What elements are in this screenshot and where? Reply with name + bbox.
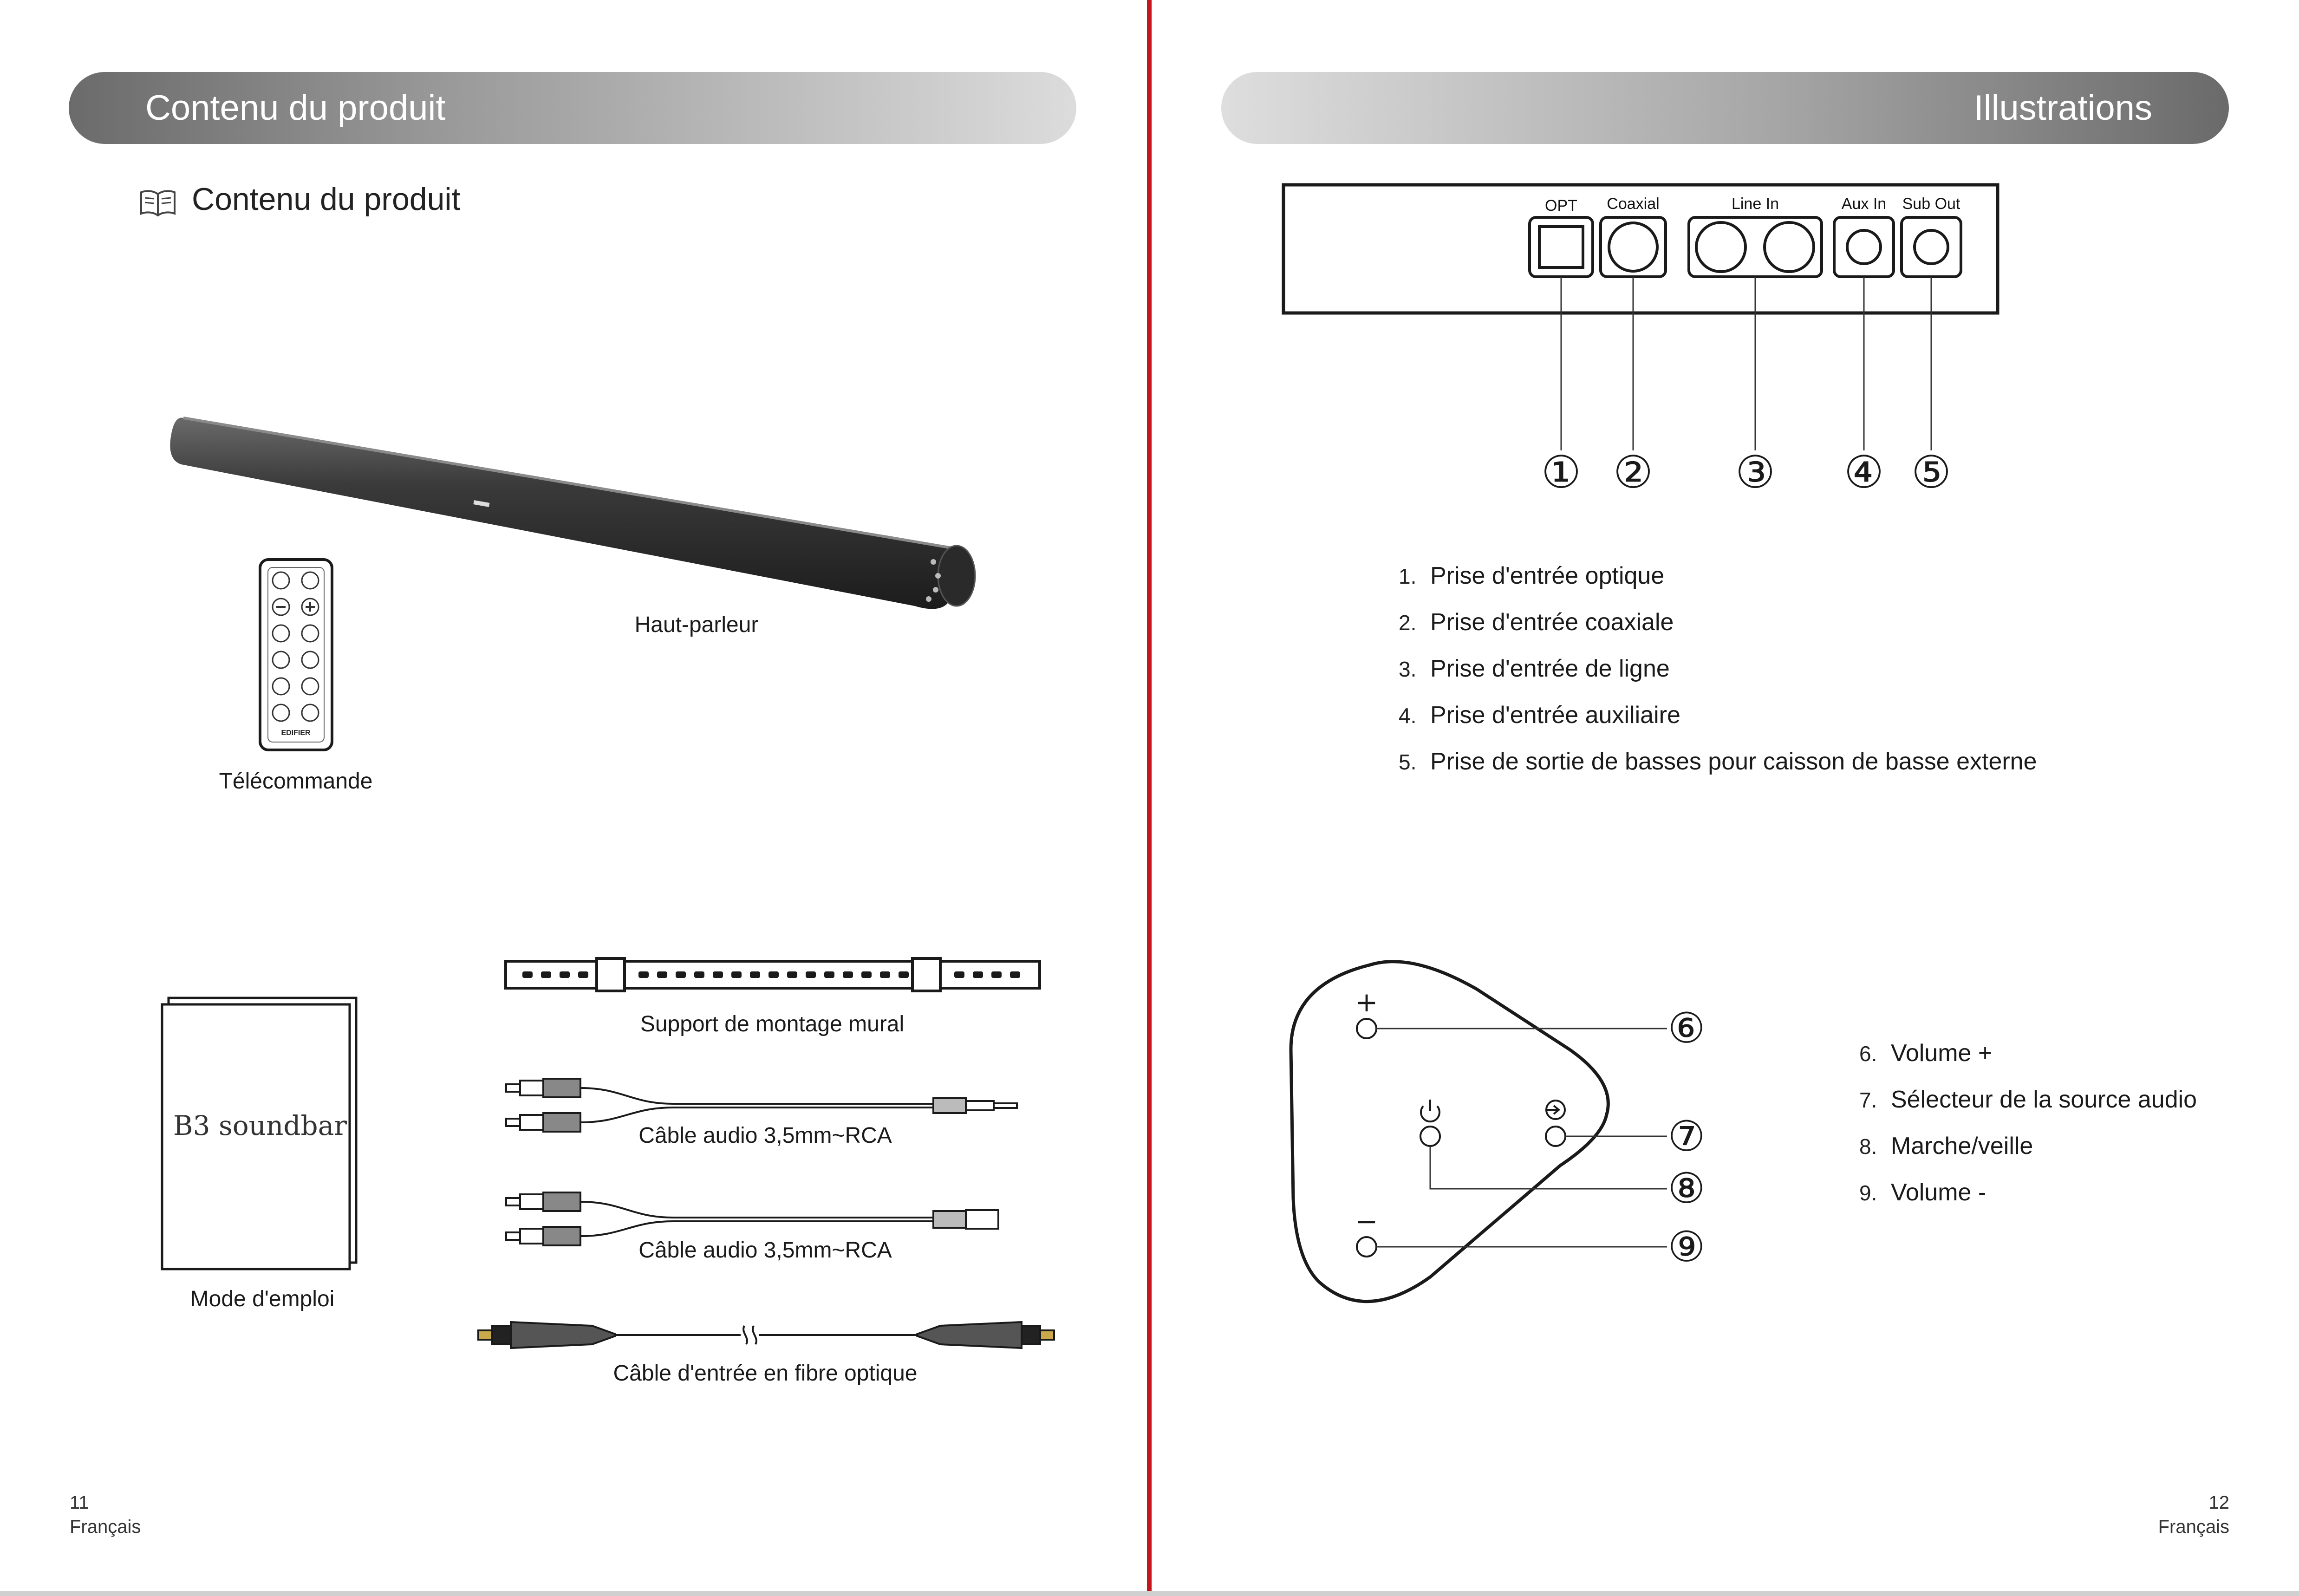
ports-list-item: 4. Prise d'entrée auxiliaire: [1399, 702, 1680, 729]
ports-list-item: 5. Prise de sortie de basses pour caisson de basse externe: [1399, 748, 2037, 775]
callout-2: ②: [1613, 446, 1654, 498]
port-label-line-in: Line In: [1731, 195, 1779, 213]
port-label-sub-out: Sub Out: [1902, 195, 1960, 213]
volume-minus-symbol: −: [1355, 1205, 1378, 1237]
rca-plug-cable-label: Câble audio 3,5mm~RCA: [638, 1123, 892, 1148]
right-page-footer: [2158, 1491, 2229, 1539]
callout-4: ④: [1843, 446, 1884, 498]
callout-6: ⑥: [1667, 1004, 1706, 1053]
right-page-number: 12: [2208, 1492, 2229, 1513]
left-page: [0, 0, 1149, 1596]
volume-plus-symbol: +: [1355, 986, 1378, 1018]
left-banner-title: Contenu du produit: [145, 88, 446, 128]
port-label-aux-in: Aux In: [1841, 195, 1887, 213]
panel-list-item: 6. Volume +: [1859, 1040, 1993, 1067]
manual-cover-text: B3 soundbar: [173, 1110, 347, 1141]
callout-3: ③: [1735, 446, 1776, 498]
wall-mount-image: [504, 957, 1042, 994]
remote-label: Télécommande: [219, 769, 373, 794]
left-page-footer: [70, 1491, 141, 1539]
right-page-language: Français: [2158, 1517, 2229, 1537]
panel-list-item: 8. Marche/veille: [1859, 1133, 2033, 1160]
rca-jack-cable-label: Câble audio 3,5mm~RCA: [638, 1238, 892, 1263]
panel-list-item: 9. Volume -: [1859, 1179, 1986, 1206]
ports-list-item: 3. Prise d'entrée de ligne: [1399, 655, 1670, 682]
panel-list: [1859, 1030, 2197, 1216]
left-banner: [69, 72, 1076, 144]
wall-mount-label: Support de montage mural: [640, 1012, 905, 1036]
svg-text:EDIFIER: EDIFIER: [281, 729, 311, 737]
remote-image: [258, 557, 334, 752]
left-page-language: Français: [70, 1517, 141, 1537]
panel-list-item: 7. Sélecteur de la source audio: [1859, 1086, 2197, 1113]
speaker-label: Haut-parleur: [634, 612, 759, 637]
callout-1: ①: [1541, 446, 1582, 498]
port-label-opt: OPT: [1545, 197, 1577, 215]
optical-cable-label: Câble d'entrée en fibre optique: [613, 1361, 918, 1386]
section-heading: Contenu du produit: [192, 182, 461, 217]
ports-list: [1399, 553, 2037, 785]
port-label-coaxial: Coaxial: [1607, 195, 1660, 213]
ports-list-item: 1. Prise d'entrée optique: [1399, 562, 1665, 589]
callout-7: ⑦: [1667, 1112, 1706, 1161]
left-page-number: 11: [70, 1492, 89, 1513]
callout-9: ⑨: [1667, 1223, 1706, 1271]
callout-8: ⑧: [1667, 1164, 1706, 1213]
right-banner-title: Illustrations: [1973, 88, 2152, 128]
bottom-edge: [0, 1591, 2299, 1596]
manual-label: Mode d'emploi: [190, 1287, 335, 1311]
optical-cable-image: [476, 1312, 1056, 1358]
spread-divider: [1147, 0, 1152, 1596]
book-icon: [139, 189, 176, 216]
right-banner: [1221, 72, 2229, 144]
rear-panel-diagram: [1282, 181, 2006, 506]
callout-5: ⑤: [1911, 446, 1952, 498]
control-panel-diagram: [1282, 957, 1746, 1319]
ports-list-item: 2. Prise d'entrée coaxiale: [1399, 609, 1674, 636]
